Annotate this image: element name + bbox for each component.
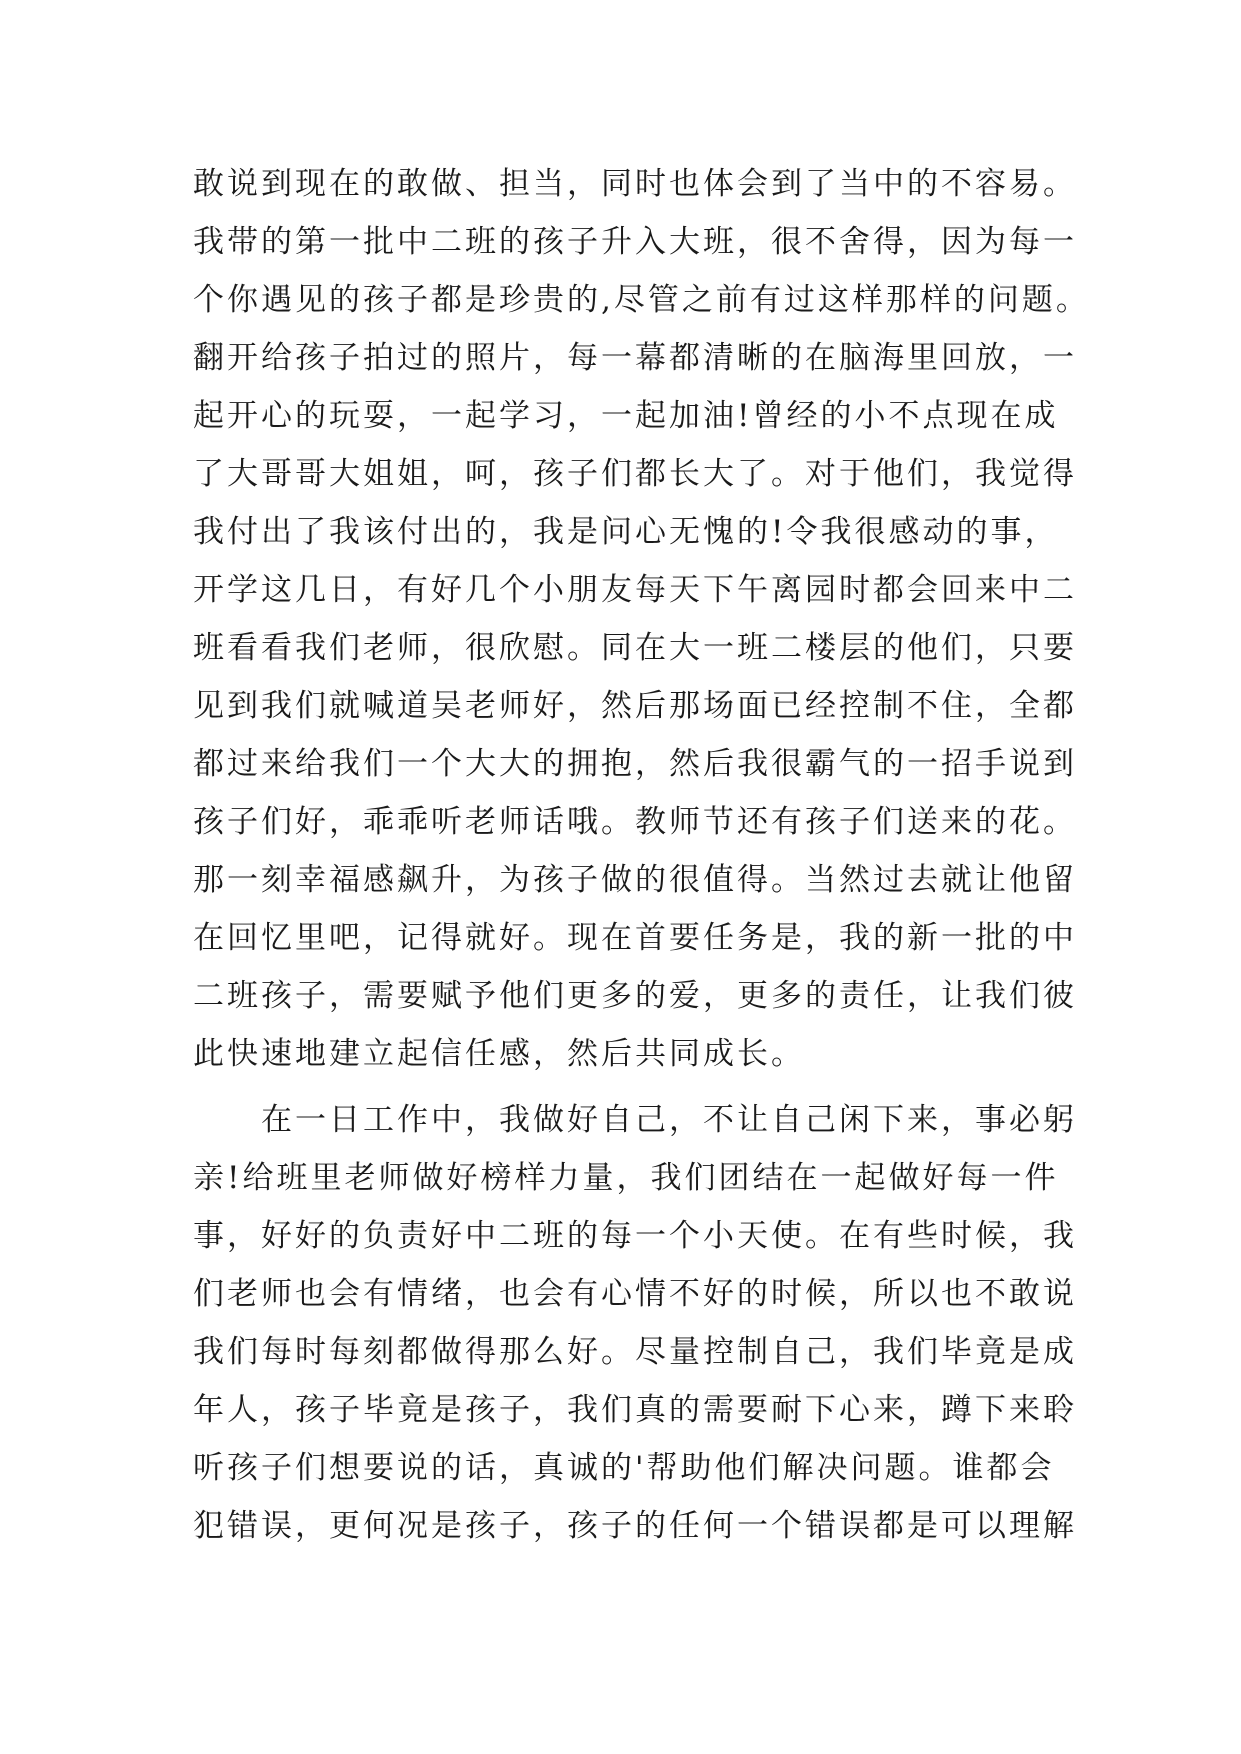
text-line: 起开心的玩耍，一起学习，一起加油!曾经的小不点现在成 <box>193 398 1059 434</box>
text-line: 班看看我们老师，很欣慰。同在大一班二楼层的他们，只要 <box>193 630 1077 666</box>
body-text <box>193 155 1093 1555</box>
text-line: 了大哥哥大姐姐，呵，孩子们都长大了。对于他们，我觉得 <box>193 456 1077 492</box>
text-line: 我付出了我该付出的，我是问心无愧的!令我很感动的事， <box>193 514 1059 550</box>
text-line: 我们每时每刻都做得那么好。尽量控制自己，我们毕竟是成 <box>193 1334 1077 1370</box>
text-line: 敢说到现在的敢做、担当，同时也体会到了当中的不容易。 <box>193 166 1077 202</box>
paragraph-first-line: 在一日工作中，我做好自己，不让自己闲下来，事必躬 <box>261 1102 1077 1138</box>
text-line: 听孩子们想要说的话，真诚的'帮助他们解决问题。谁都会 <box>193 1450 1055 1486</box>
text-line: 犯错误，更何况是孩子，孩子的任何一个错误都是可以理解 <box>193 1508 1077 1544</box>
text-line: 此快速地建立起信任感，然后共同成长。 <box>193 1036 805 1072</box>
text-line: 开学这几日，有好几个小朋友每天下午离园时都会回来中二 <box>193 572 1077 608</box>
text-line: 都过来给我们一个大大的拥抱，然后我很霸气的一招手说到 <box>193 746 1077 782</box>
text-line: 二班孩子，需要赋予他们更多的爱，更多的责任，让我们彼 <box>193 978 1077 1014</box>
text-line: 那一刻幸福感飙升，为孩子做的很值得。当然过去就让他留 <box>193 862 1077 898</box>
text-line: 们老师也会有情绪，也会有心情不好的时候，所以也不敢说 <box>193 1276 1077 1312</box>
text-line: 个你遇见的孩子都是珍贵的,尽管之前有过这样那样的问题。 <box>193 282 1090 318</box>
text-line: 翻开给孩子拍过的照片，每一幕都清晰的在脑海里回放，一 <box>193 340 1077 376</box>
text-line: 在回忆里吧，记得就好。现在首要任务是，我的新一批的中 <box>193 920 1077 956</box>
text-line: 事，好好的负责好中二班的每一个小天使。在有些时候，我 <box>193 1218 1077 1254</box>
text-line: 亲!给班里老师做好榜样力量，我们团结在一起做好每一件 <box>193 1160 1059 1196</box>
text-line: 见到我们就喊道吴老师好，然后那场面已经控制不住，全都 <box>193 688 1077 724</box>
text-line: 我带的第一批中二班的孩子升入大班，很不舍得，因为每一 <box>193 224 1077 260</box>
text-line: 孩子们好，乖乖听老师话哦。教师节还有孩子们送来的花。 <box>193 804 1077 840</box>
text-line: 年人，孩子毕竟是孩子，我们真的需要耐下心来，蹲下来聆 <box>193 1392 1077 1428</box>
